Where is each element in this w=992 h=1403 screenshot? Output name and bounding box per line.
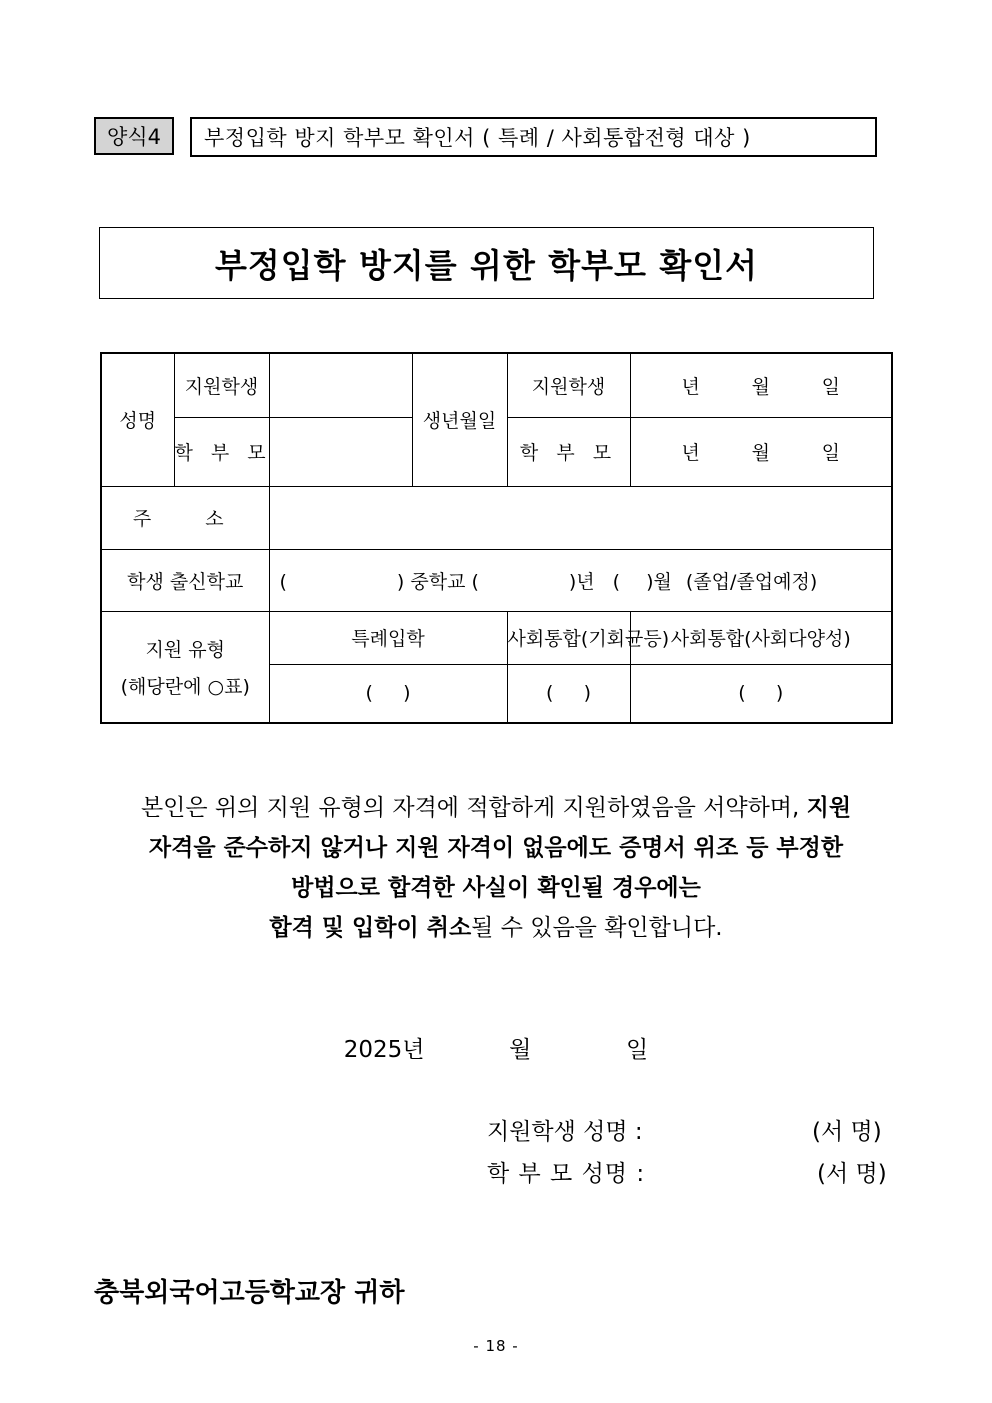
pledge-statement (100, 788, 892, 948)
pledge-line-2 (100, 828, 892, 868)
type-special-admission: 특례입학 (269, 611, 507, 664)
student-name-label: 지원학생 (174, 353, 269, 417)
year-unit: 년 (681, 442, 700, 464)
parent-signature-label: 학 부 모 성명 : (487, 1161, 646, 1187)
document-title: 부정입학 방지를 위한 학부모 확인서 (99, 227, 874, 299)
graduation-status: (졸업/졸업예정) (685, 570, 818, 593)
year-unit: 년 (681, 375, 700, 398)
day-unit: 일 (821, 442, 840, 464)
pledge-line-4 (100, 908, 892, 948)
pledge-line-4-normal: 될 수 있음을 확인합니다. (471, 915, 723, 941)
page-number: - 18 - (473, 1337, 519, 1355)
school-label: 학생 출신학교 (101, 549, 269, 611)
student-birthdate-field[interactable] (630, 353, 892, 417)
student-signature-label: 지원학생 성명 : (487, 1119, 643, 1145)
address-label: 주 소 (101, 486, 269, 549)
birth-student-label: 지원학생 (507, 353, 630, 417)
signing-date (0, 1031, 992, 1064)
origin-school-field[interactable] (269, 549, 892, 611)
month-suffix: )월 (646, 570, 672, 593)
birth-parent-label: 학 부 모 (507, 417, 630, 486)
form-header: 부정입학 방지 학부모 확인서 ( 특례 / 사회통합전형 대상 ) (190, 117, 877, 157)
check-social-diversity[interactable]: ( ) (630, 664, 892, 723)
day-unit: 일 (821, 375, 840, 398)
date-year: 2025년 (343, 1037, 425, 1063)
date-month[interactable]: 월 (509, 1037, 532, 1063)
type-social-opportunity: 사회통합(기회균등) (507, 611, 630, 664)
month-unit: 월 (751, 375, 770, 398)
pledge-line-3-bold: 방법으로 합격한 사실이 확인될 경우에는 (291, 875, 701, 901)
student-signature-field[interactable]: (서 명) (812, 1119, 882, 1145)
addressee: 충북외국어고등학교장 귀하 (94, 1278, 405, 1308)
type-social-diversity: 사회통합(사회다양성) (630, 611, 892, 664)
birthdate-label: 생년월일 (412, 353, 507, 486)
check-special-admission[interactable]: ( ) (269, 664, 507, 723)
month-open-paren: ( (612, 570, 621, 593)
date-day[interactable]: 일 (626, 1037, 649, 1063)
check-social-opportunity[interactable]: ( ) (507, 664, 630, 723)
school-open-paren: ( (279, 570, 287, 593)
pledge-line-1-bold: 지원 (806, 795, 852, 821)
month-unit: 월 (751, 442, 770, 464)
year-suffix: )년 (568, 570, 595, 593)
parent-birthdate-field[interactable] (630, 417, 892, 486)
pledge-line-1-normal: 본인은 위의 지원 유형의 자격에 적합하게 지원하였음을 서약하며, (140, 795, 807, 821)
parent-name-label: 학 부 모 (174, 417, 269, 486)
applicant-info-table (100, 352, 893, 724)
middle-school-suffix: ) 중학교 ( (396, 570, 479, 593)
type-note-text: (해당란에 ○표) (120, 675, 250, 698)
type-label-text: 지원 유형 (145, 638, 225, 661)
name-label: 성명 (101, 353, 174, 486)
application-type-label (101, 611, 269, 723)
pledge-line-3 (100, 868, 892, 908)
pledge-line-4-bold: 합격 및 입학이 취소 (269, 915, 472, 941)
address-field[interactable] (269, 486, 892, 549)
student-name-field[interactable] (269, 353, 412, 417)
pledge-line-2-bold: 자격을 준수하지 않거나 지원 자격이 없음에도 증명서 위조 등 부정한 (148, 835, 844, 861)
form-number-tag: 양식4 (94, 117, 174, 155)
parent-signature-field[interactable]: (서 명) (817, 1161, 887, 1187)
pledge-line-1 (100, 788, 892, 828)
parent-name-field[interactable] (269, 417, 412, 486)
